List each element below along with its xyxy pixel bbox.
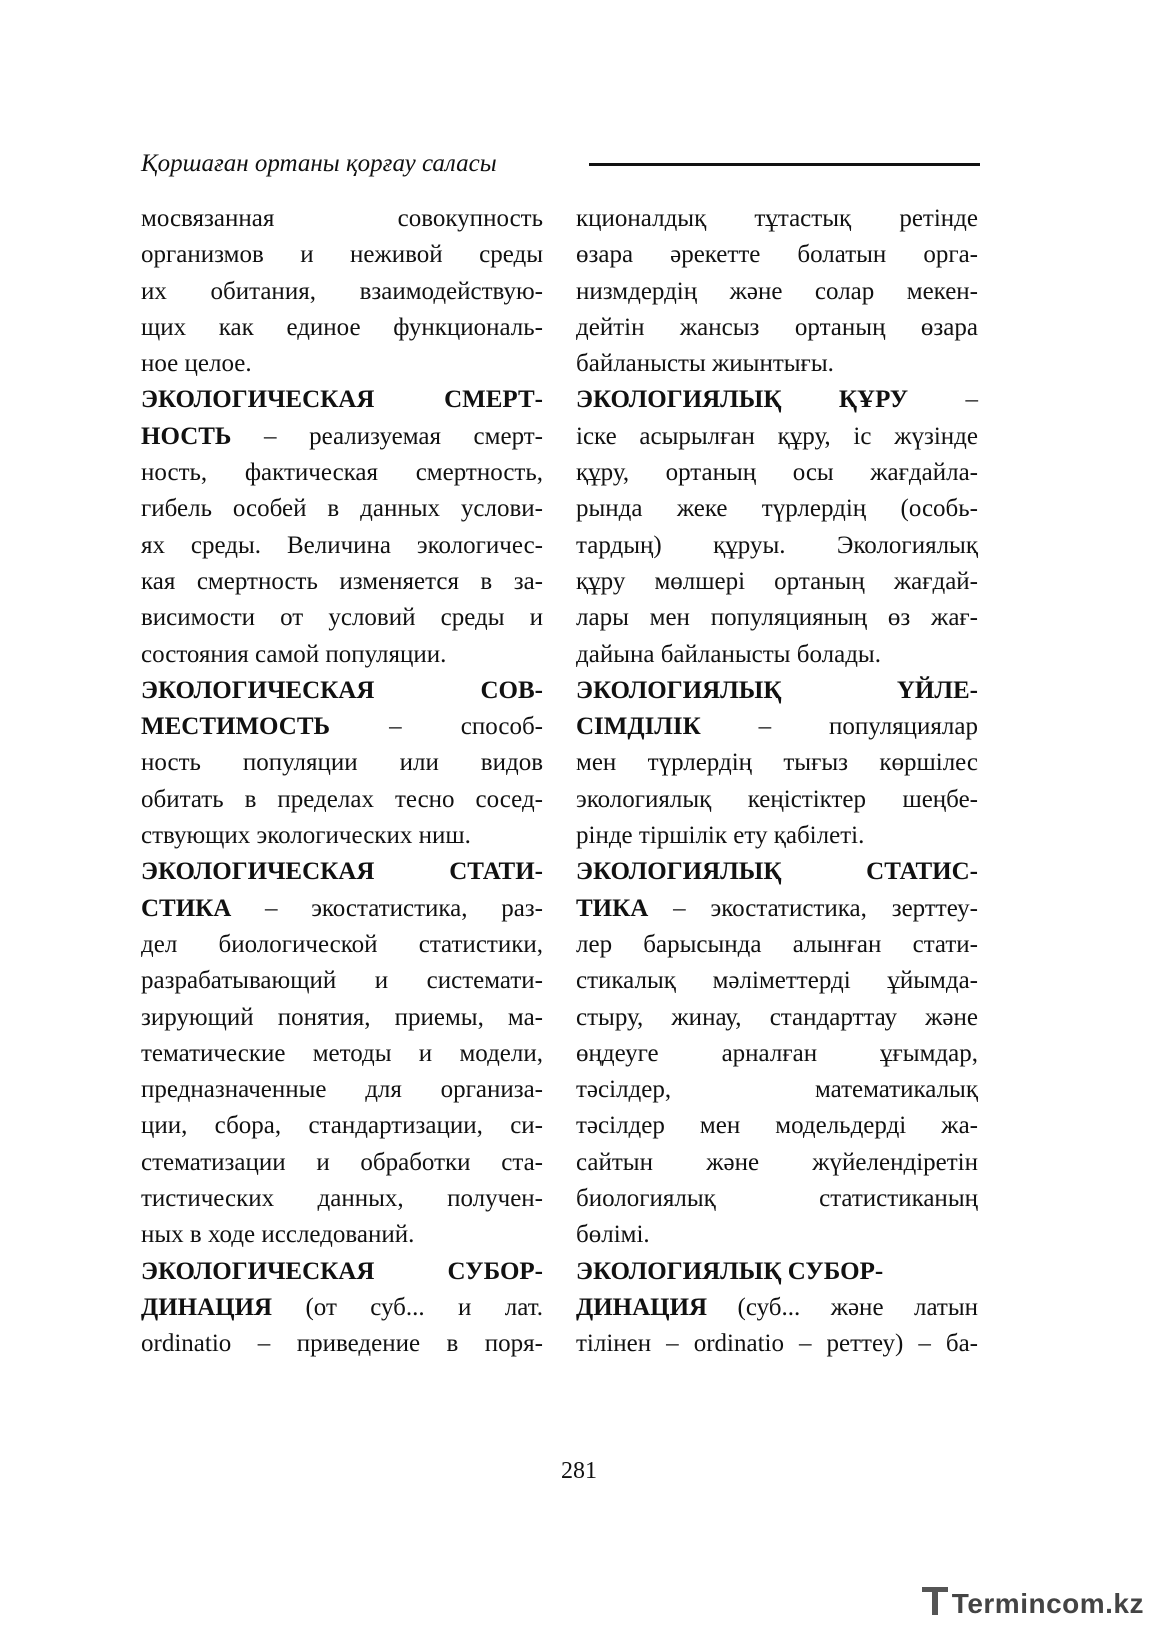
definition-text: өзара әрекетте болатын орга- xyxy=(576,241,978,269)
term-heading: ТИКА xyxy=(576,894,649,922)
definition-text: лары мен популяцияның өз жағ- xyxy=(576,604,978,632)
definition-text: – популяциялар xyxy=(700,713,978,741)
definition-text: биологиялық статистиканың xyxy=(576,1185,978,1213)
definition-text: (от суб... и лат. xyxy=(272,1293,543,1321)
text-line xyxy=(141,709,543,745)
definition-text: стикалық мәліметтерді ұйымда- xyxy=(576,967,978,995)
definition-text: ствующих экологических ниш. xyxy=(141,822,471,850)
term-heading: ЭКОЛОГИЧЕСКАЯ СУБОР- xyxy=(141,1257,543,1285)
definition-text: – реализуемая смерт- xyxy=(231,422,543,450)
text-line xyxy=(576,963,978,999)
watermark-t-icon xyxy=(920,1583,950,1619)
definition-text: сайтын және жүйелендіретін xyxy=(576,1148,978,1176)
text-line xyxy=(141,237,543,273)
text-line xyxy=(141,1254,543,1290)
definition-text: организмов и неживой среды xyxy=(141,241,543,269)
text-line xyxy=(141,310,543,346)
text-line xyxy=(576,891,978,927)
definition-text: – экостатистика, раз- xyxy=(231,894,543,922)
text-line xyxy=(141,1217,543,1253)
term-heading: ЭКОЛОГИЯЛЫҚ ҮЙЛЕ- xyxy=(576,676,978,704)
term-heading: ЭКОЛОГИЯЛЫҚ ҚҰРУ xyxy=(576,386,909,414)
definition-text: құру мөлшері ортаның жағдай- xyxy=(576,567,978,595)
text-line xyxy=(141,1145,543,1181)
right-column-kazakh xyxy=(576,201,978,1363)
text-line xyxy=(141,1108,543,1144)
text-line xyxy=(576,346,978,382)
running-header xyxy=(141,146,981,190)
text-line xyxy=(576,673,978,709)
text-line xyxy=(576,1181,978,1217)
definition-text: дейтін жансыз ортаның өзара xyxy=(576,313,978,341)
watermark-text: Termincom.kz xyxy=(951,1588,1144,1619)
definition-text: мосвязанная совокупность xyxy=(141,205,543,232)
term-heading: ЭКОЛОГИЯЛЫҚ СУБОР- xyxy=(576,1257,884,1285)
text-line xyxy=(141,600,543,636)
definition-text: кционалдық тұтастық ретінде xyxy=(576,205,978,232)
definition-text: зирующий понятия, приемы, ма- xyxy=(141,1003,543,1031)
definition-text: – xyxy=(908,386,978,414)
definition-text: тардың) құруы. Экологиялық xyxy=(576,531,978,559)
text-line xyxy=(576,818,978,854)
definition-text: состояния самой популяции. xyxy=(141,640,447,668)
definition-text: тілінен – ordinatio – реттеу) – ба- xyxy=(576,1330,978,1358)
definition-text: висимости от условий среды и xyxy=(141,604,543,632)
text-line xyxy=(576,1072,978,1108)
definition-text: низмдердің және солар мекен- xyxy=(576,277,978,305)
watermark-logo xyxy=(920,1583,1144,1620)
term-heading: ЭКОЛОГИЧЕСКАЯ СОВ- xyxy=(141,676,543,704)
text-line xyxy=(141,963,543,999)
definition-text: – экостатистика, зерттеу- xyxy=(648,894,978,922)
definition-text: предназначенные для организа- xyxy=(141,1076,543,1104)
definition-text: щих как единое функциональ- xyxy=(141,313,543,341)
text-line xyxy=(576,564,978,600)
text-line xyxy=(141,673,543,709)
definition-text: ное целое. xyxy=(141,350,252,378)
definition-text: бөлімі. xyxy=(576,1221,650,1249)
header-rule xyxy=(589,163,980,166)
text-line xyxy=(141,455,543,491)
term-heading: МЕСТИМОСТЬ xyxy=(141,713,331,741)
definition-text: обитать в пределах тесно сосед- xyxy=(141,785,543,813)
definition-text: мен түрлердің тығыз көршілес xyxy=(576,749,978,777)
term-heading: СІМДІЛІК xyxy=(576,713,701,741)
definition-text: рында жеке түрлердің (особь- xyxy=(576,495,978,523)
definition-text: их обитания, взаимодействую- xyxy=(141,277,543,305)
text-line xyxy=(576,927,978,963)
term-heading: ЭКОЛОГИЧЕСКАЯ СТАТИ- xyxy=(141,858,543,886)
definition-text: разрабатывающий и системати- xyxy=(141,967,543,995)
text-line xyxy=(141,419,543,455)
definition-text: (суб... және латын xyxy=(707,1293,978,1321)
text-line xyxy=(141,346,543,382)
definition-text: гибель особей в данных услови- xyxy=(141,495,543,523)
text-line xyxy=(576,782,978,818)
text-line xyxy=(576,201,978,237)
text-line xyxy=(576,637,978,673)
definition-text: ность популяции или видов xyxy=(141,749,543,777)
term-heading: ЭКОЛОГИЯЛЫҚ СТАТИС- xyxy=(576,858,978,886)
definition-text: тәсілдер мен модельдерді жа- xyxy=(576,1112,978,1140)
text-line xyxy=(141,1181,543,1217)
definition-text: лер барысында алынған стати- xyxy=(576,930,978,958)
definition-text: ных в ходе исследований. xyxy=(141,1221,415,1249)
text-line xyxy=(576,1145,978,1181)
term-heading: ДИНАЦИЯ xyxy=(576,1293,708,1321)
definition-text: кая смертность изменяется в за- xyxy=(141,567,543,595)
definition-text: – способ- xyxy=(330,713,543,741)
text-line xyxy=(576,382,978,418)
definition-text: рінде тіршілік ету қабілеті. xyxy=(576,822,865,850)
text-line xyxy=(576,491,978,527)
text-line xyxy=(141,564,543,600)
definition-text: дел биологической статистики, xyxy=(141,930,543,958)
definition-text: өңдеуге арналған ұғымдар, xyxy=(576,1039,978,1067)
text-line xyxy=(141,1290,543,1326)
text-line xyxy=(141,382,543,418)
text-line xyxy=(141,927,543,963)
definition-text: ях среды. Величина экологичес- xyxy=(141,531,543,559)
definition-text: ции, сбора, стандартизации, си- xyxy=(141,1112,543,1140)
definition-text: стематизации и обработки ста- xyxy=(141,1148,543,1176)
text-line xyxy=(141,1326,543,1362)
term-heading: СТИКА xyxy=(141,894,232,922)
text-line xyxy=(576,1217,978,1253)
text-line xyxy=(576,528,978,564)
text-line xyxy=(576,274,978,310)
definition-text: тәсілдер, математикалық xyxy=(576,1076,978,1104)
text-line xyxy=(576,1326,978,1362)
definition-text: тематические методы и модели, xyxy=(141,1039,543,1067)
text-line xyxy=(141,891,543,927)
text-line xyxy=(576,1290,978,1326)
text-line xyxy=(576,419,978,455)
text-line xyxy=(141,1000,543,1036)
definition-text: экологиялық кеңістіктер шеңбе- xyxy=(576,785,978,813)
text-line xyxy=(141,1072,543,1108)
text-line xyxy=(576,745,978,781)
text-line xyxy=(141,782,543,818)
text-line xyxy=(576,1036,978,1072)
text-line xyxy=(141,491,543,527)
definition-text: байланысты жиынтығы. xyxy=(576,350,834,378)
definition-text: іске асырылған құру, іс жүзінде xyxy=(576,422,978,450)
text-line xyxy=(576,237,978,273)
term-heading: ДИНАЦИЯ xyxy=(141,1293,273,1321)
text-line xyxy=(576,854,978,890)
text-line xyxy=(576,455,978,491)
page-number: 281 xyxy=(561,1458,597,1484)
text-line xyxy=(141,1036,543,1072)
definition-text: тистических данных, получен- xyxy=(141,1185,543,1213)
text-line xyxy=(576,709,978,745)
text-line xyxy=(141,745,543,781)
text-line xyxy=(576,310,978,346)
text-line xyxy=(141,637,543,673)
text-line xyxy=(141,854,543,890)
text-line xyxy=(576,1108,978,1144)
text-line xyxy=(576,1254,978,1290)
term-heading: ЭКОЛОГИЧЕСКАЯ СМЕРТ- xyxy=(141,386,543,414)
text-line xyxy=(141,528,543,564)
text-line xyxy=(576,600,978,636)
text-line xyxy=(141,201,543,237)
definition-text: құру, ортаның осы жағдайла- xyxy=(576,459,978,487)
text-line xyxy=(141,274,543,310)
text-line xyxy=(576,1000,978,1036)
definition-text: ordinatio – приведение в поря- xyxy=(141,1330,543,1358)
term-heading: НОСТЬ xyxy=(141,422,232,450)
text-line xyxy=(141,818,543,854)
definition-text: дайына байланысты болады. xyxy=(576,640,881,668)
definition-text: ность, фактическая смертность, xyxy=(141,459,543,487)
header-title: Қоршаған ортаны қорғау саласы xyxy=(141,150,497,177)
definition-text: стыру, жинау, стандарттау және xyxy=(576,1003,978,1031)
left-column-russian xyxy=(141,201,543,1363)
